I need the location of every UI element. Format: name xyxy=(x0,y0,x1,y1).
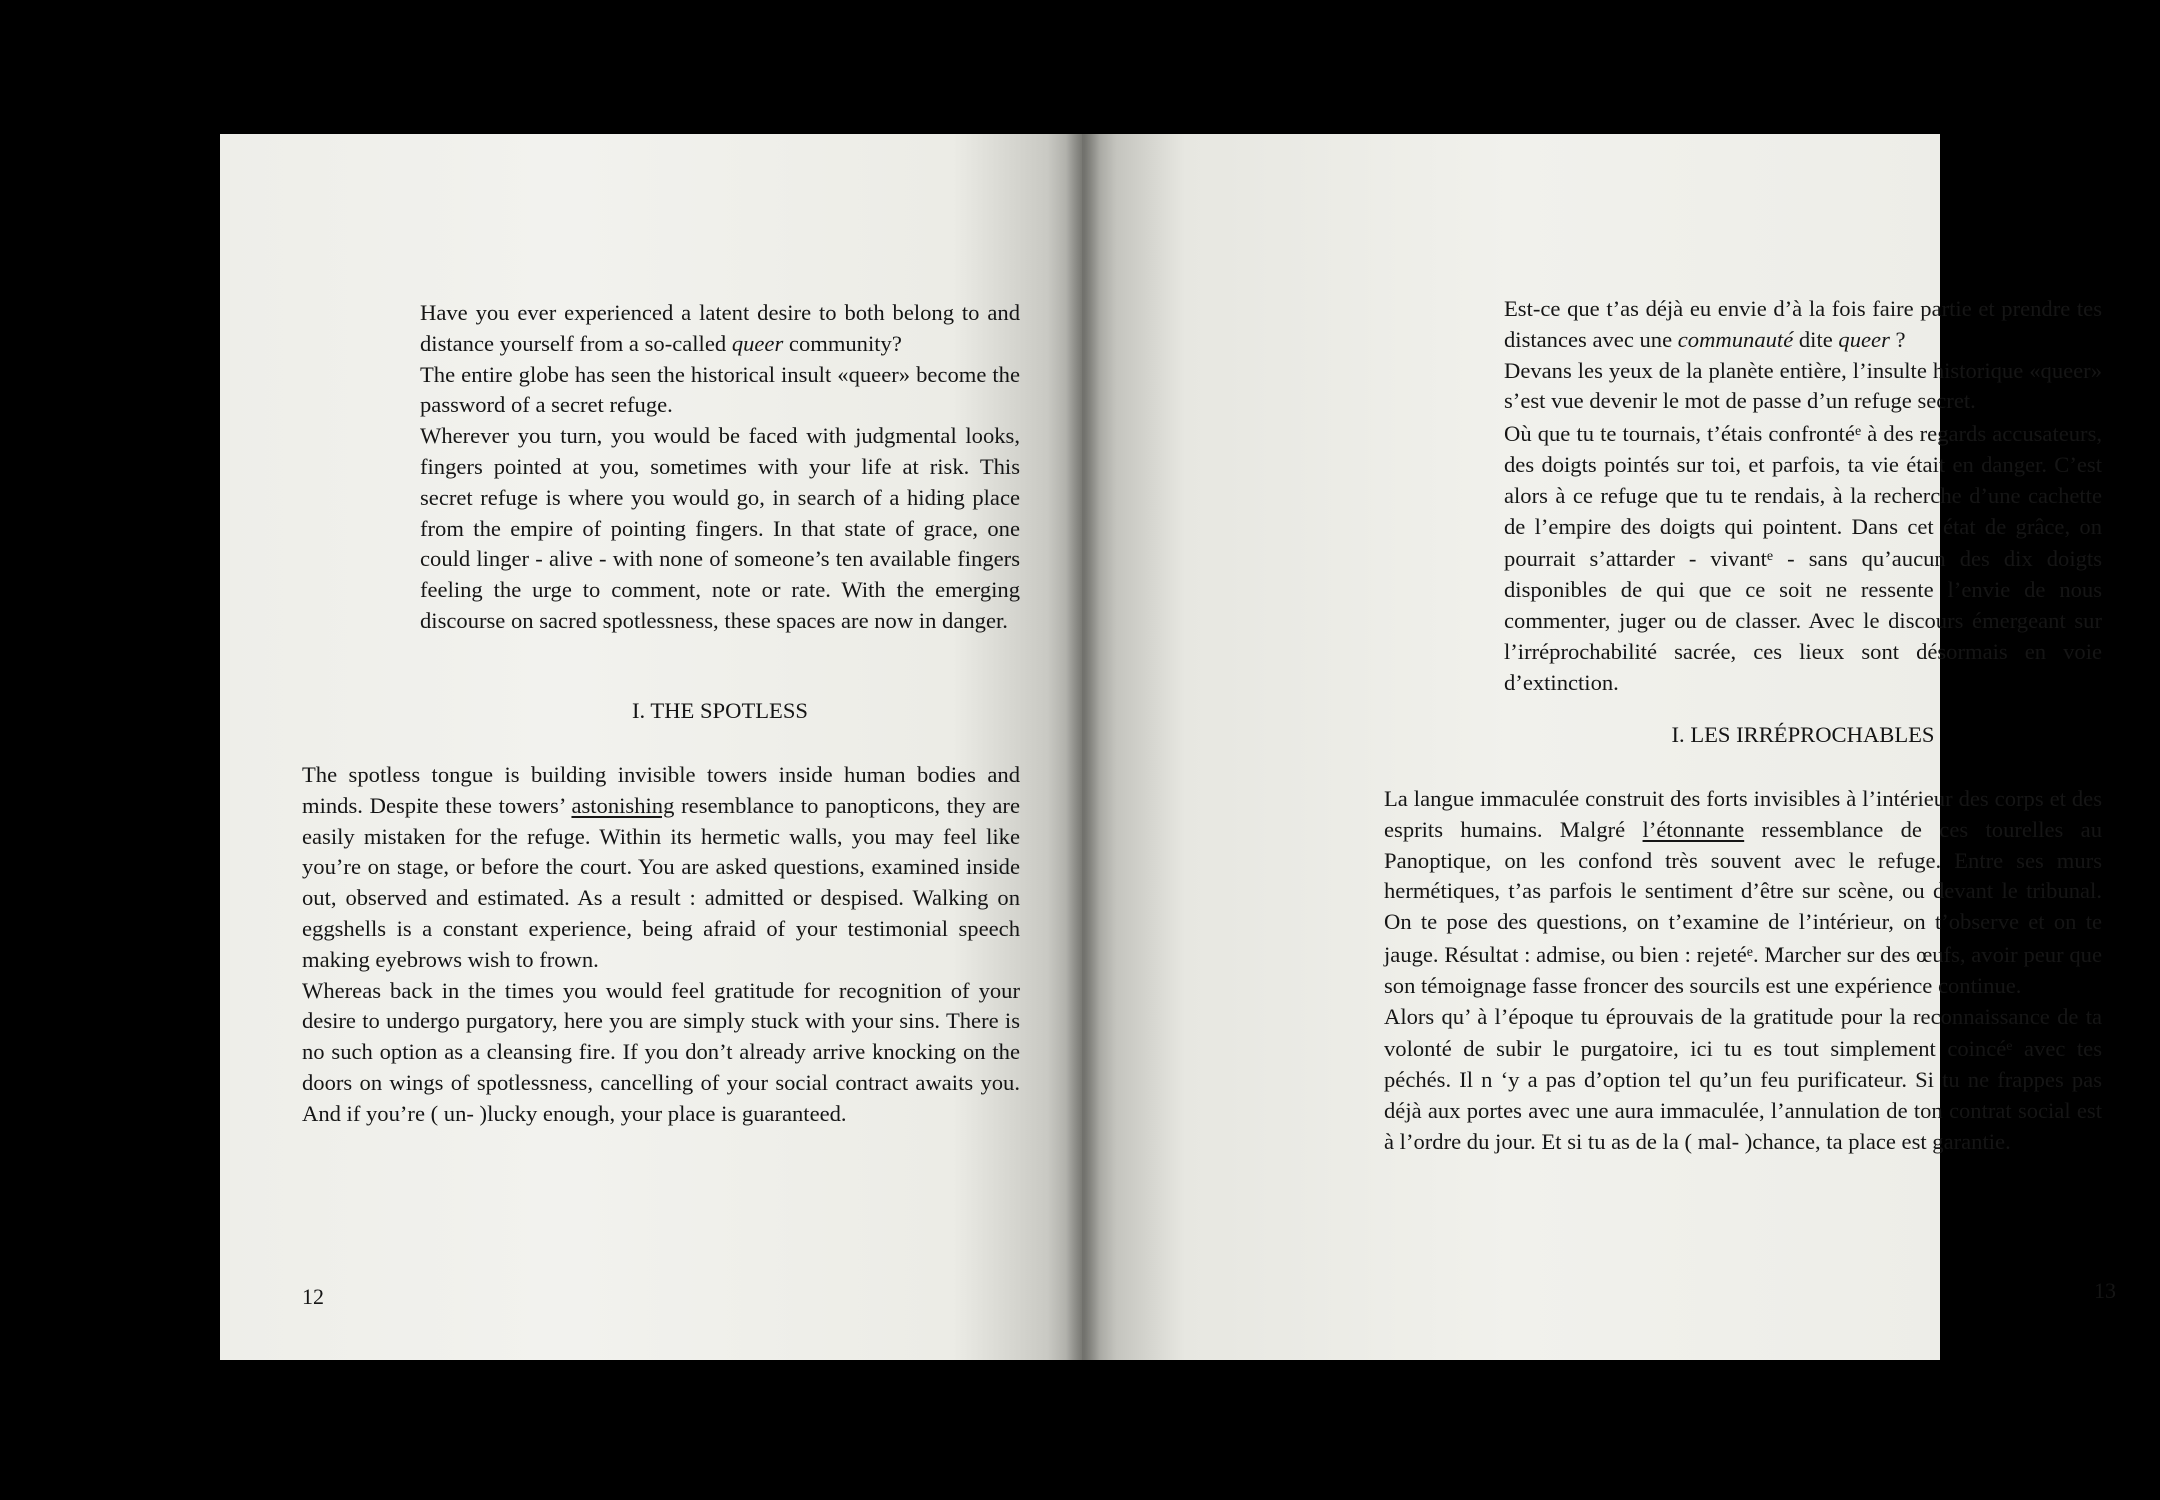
open-booklet-spread xyxy=(220,134,2116,1360)
left-intro-text xyxy=(420,298,1020,637)
left-intro-p1-italic-queer: queer xyxy=(731,330,784,356)
left-section-heading: I. THE SPOTLESS xyxy=(632,698,808,723)
right-body-text xyxy=(1384,784,2102,1158)
right-intro-p1-italic-queer: queer xyxy=(1838,326,1890,352)
right-intro-p3-inclusive-e-1: e xyxy=(1854,424,1862,440)
right-page-number: 13 xyxy=(2094,1278,2116,1303)
left-page xyxy=(220,134,1082,1360)
right-body-p1-part1: La langue immaculée construit des forts invisibles à l’intérieur des corps et des esprits humains. Malgré xyxy=(1384,786,2102,842)
right-body-p1-part3: . Marcher sur des œufs, avoir peur que son témoignage fasse froncer des sourcils est une expérience continue. xyxy=(1384,941,2102,998)
left-intro-paragraph-3: Wherever you turn, you would be faced with judgmental looks, fingers pointed at you, sometimes with your life at risk. This secret refuge is where you would go, in search of a hiding place from the empire of pointing fingers. In that state of grace, one could linger - alive - with none of someone’s ten available fingers feeling the urge to comment, note or rate. With the emerging discourse on sacred spotlessness, these spaces are now in danger. xyxy=(420,423,1020,633)
left-intro-paragraph-2: The entire globe has seen the historical insult «queer» become the password of a secret refuge. xyxy=(420,361,1020,418)
left-body-p1-part1: The spotless tongue is building invisible towers inside human bodies and minds. Despite these towers’ xyxy=(302,762,1020,818)
left-body-p1-part2: resemblance to panopticons, they are easily mistaken for the refuge. Within its hermetic walls, you may feel like you’re on stage, or before the court. You are asked questions, examined inside out, observed and estimated. As a result : admitted or despised. Walking on eggshells is a constant experience, being afraid of your testimonial speech making eyebrows wish to frown. xyxy=(302,792,1020,972)
right-body-p2-inclusive-e: e xyxy=(2006,1039,2013,1055)
right-body-paragraph-1 xyxy=(1384,784,2102,1002)
left-page-number: 12 xyxy=(302,1284,324,1309)
right-intro-paragraph-3 xyxy=(1504,417,2102,698)
right-intro-p1-part3: ? xyxy=(1889,326,1906,352)
right-body-p1-inclusive-e: e xyxy=(1746,944,1754,960)
right-intro-paragraph-2: Devans les yeux de la planète entière, l’insulte historique «queer» s’est vue devenir le mot de passe d’un refuge secret. xyxy=(1504,357,2102,414)
right-intro-p3-part3: - sans qu’aucun des dix doigts disponibles de qui que ce soit ne ressente l’envie de nous commenter, juger ou de classer. Avec le discours émergeant sur l’irréprochabilité sacrée, ces lieux sont désormais en voie d’extinction. xyxy=(1504,546,2103,695)
right-intro-p3-part1: Où que tu te tournais, t’étais confronté xyxy=(1504,421,1855,447)
left-intro-p1-part1: Have you ever experienced a latent desire to both belong to and distance yourself from a so-called xyxy=(420,300,1020,356)
right-body-p1-underlined-word: l’étonnante xyxy=(1642,816,1745,842)
right-intro-p1-part1: Est-ce que t’as déjà eu envie d’à la fois faire partie et prendre tes distances avec une xyxy=(1504,296,2102,352)
left-body-paragraph-1 xyxy=(302,760,1020,976)
right-section-heading: I. LES IRRÉPROCHABLES xyxy=(1671,722,1935,747)
right-intro-paragraph-1 xyxy=(1504,294,2102,356)
right-body-paragraph-2 xyxy=(1384,1002,2102,1158)
right-intro-p1-part2: dite xyxy=(1793,326,1839,352)
left-body-p1-underlined-word: astonishing xyxy=(571,792,675,818)
right-page xyxy=(1082,134,2116,1360)
right-intro-p3-inclusive-e-2: e xyxy=(1766,549,1774,565)
left-intro-p1-part2: community? xyxy=(783,330,902,356)
right-body-p2-part1: Alors qu’ à l’époque tu éprouvais de la gratitude pour la reconnaissance de ta volonté de subir le purgatoire, ici tu es tout simplement coincé xyxy=(1384,1003,2102,1062)
left-body-paragraph-2: Whereas back in the times you would feel gratitude for recognition of your desire to undergo purgatory, here you are simply stuck with your sins. There is no such option as a cleansing fire. If you don’t already arrive knocking on the doors on wings of spotlessness, cancelling of your social contract awaits you. And if you’re ( un- )lucky enough, your place is guaranteed. xyxy=(302,977,1020,1126)
right-body-p2-part2: avec tes péchés. Il n ‘y a pas d’option tel qu’un feu purificateur. Si tu ne frappes pas déjà aux portes avec une aura immaculée, l’annulation de ton contrat social est à l’ordre du jour. Et si tu as de la ( mal- )chance, ta place est garantie. xyxy=(1384,1036,2102,1154)
right-intro-p3-part2: à des regards accusateurs, des doigts pointés sur toi, et parfois, ta vie était en danger. C’est alors à ce refuge que tu te rendais, à la recherche d’une cachette de l’empire des doigts qui pointent. Dans cet état de grâce, on pourrait s’attarder - vivant xyxy=(1504,421,2103,572)
left-body-text xyxy=(302,760,1020,1130)
left-intro-paragraph-1 xyxy=(420,298,1020,360)
right-body-p1-part2: ressemblance de ces tourelles au Panoptique, on les confond très souvent avec le refuge. Entre ses murs hermétiques, t’as parfois le sentiment d’être sur scène, ou devant le tribunal. On te pose des questions, on t’examine de l’intérieur, on t’observe et on te jauge. Résultat : admise, ou bien : rejeté xyxy=(1384,816,2102,967)
right-intro-p1-italic-communaute: communauté xyxy=(1677,326,1794,352)
right-intro-text xyxy=(1504,294,2102,698)
